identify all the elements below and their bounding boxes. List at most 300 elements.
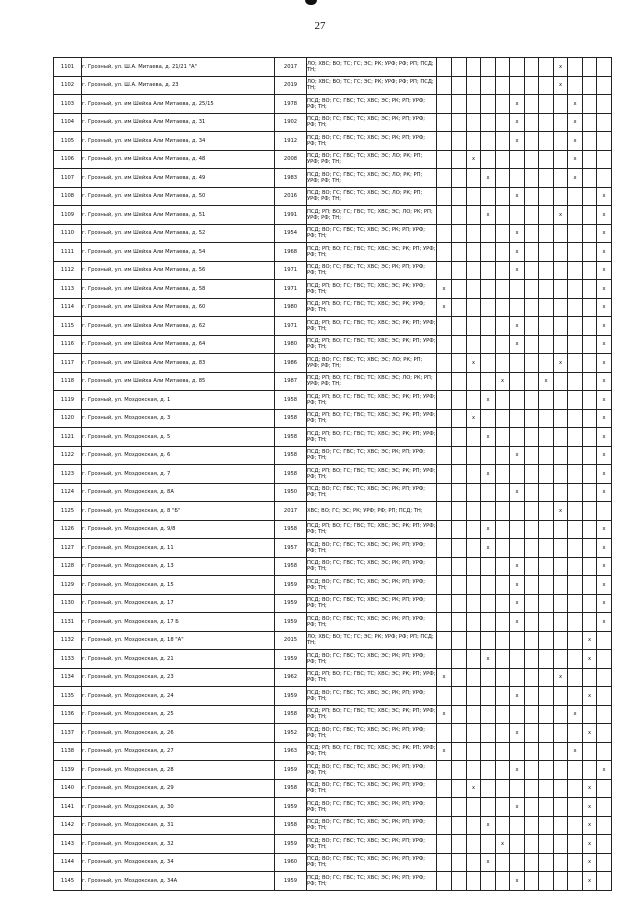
row-mark-cell — [554, 539, 568, 558]
row-mark-cell — [583, 428, 597, 447]
row-mark-cell — [481, 187, 496, 206]
row-mark-cell — [452, 687, 467, 706]
row-mark-cell — [437, 187, 452, 206]
row-mark-cell — [467, 243, 481, 262]
row-mark-cell — [525, 132, 539, 151]
table-row — [54, 761, 612, 780]
row-mark-cell — [568, 502, 583, 521]
row-mark-cell — [554, 705, 568, 724]
row-mark-cell: x — [583, 687, 597, 706]
row-mark-cell — [437, 465, 452, 484]
row-mark-cell — [554, 613, 568, 632]
row-mark-cell — [467, 798, 481, 817]
row-address: г. Грозный, ул. им Шейха Али Митаева, д. 51 — [82, 206, 275, 225]
row-mark-cell — [525, 853, 539, 872]
row-services: ПСД; ВО; ГС; ГВС; ТС; ХВС; ЭС; РК; РП; УРФ; РФ; ТН; — [307, 261, 437, 280]
row-year: 1959 — [275, 613, 307, 632]
row-number: 1135 — [54, 687, 82, 706]
row-mark-cell — [554, 798, 568, 817]
row-mark-cell — [525, 224, 539, 243]
row-mark-cell — [437, 76, 452, 95]
row-mark-cell — [496, 557, 510, 576]
row-mark-cell — [496, 576, 510, 595]
row-mark-cell — [554, 150, 568, 169]
row-mark-cell — [481, 557, 496, 576]
row-mark-cell — [539, 576, 554, 595]
row-mark-cell: x — [554, 206, 568, 225]
row-number: 1133 — [54, 650, 82, 669]
row-mark-cell: x — [597, 206, 612, 225]
row-mark-cell: x — [597, 557, 612, 576]
row-mark-cell — [481, 354, 496, 373]
row-address: г. Грозный, ул. Моздокская, д. 27 — [82, 742, 275, 761]
row-address: г. Грозный, ул. им Шейха Али Митаева, д. 48 — [82, 150, 275, 169]
row-address: г. Грозный, ул. Моздокская, д. 9/8 — [82, 520, 275, 539]
row-mark-cell: x — [510, 687, 525, 706]
row-address: г. Грозный, ул. им Шейха Али Митаева, д. 49 — [82, 169, 275, 188]
row-mark-cell — [510, 76, 525, 95]
row-mark-cell — [481, 261, 496, 280]
row-mark-cell — [539, 687, 554, 706]
row-mark-cell — [539, 224, 554, 243]
row-mark-cell — [467, 853, 481, 872]
row-mark-cell — [510, 705, 525, 724]
row-services: ПСД; ВО; ГС; ГВС; ТС; ХВС; ЭС; РК; РП; УРФ; РФ; ТН; — [307, 853, 437, 872]
row-mark-cell — [568, 724, 583, 743]
row-mark-cell — [437, 557, 452, 576]
row-address: г. Грозный, ул. Моздокская, д. 3 — [82, 409, 275, 428]
row-year: 1959 — [275, 650, 307, 669]
row-number: 1112 — [54, 261, 82, 280]
row-mark-cell — [437, 816, 452, 835]
row-mark-cell — [496, 779, 510, 798]
row-mark-cell — [452, 557, 467, 576]
row-services: ПСД; ВО; ГС; ГВС; ТС; ХВС; ЭС; РК; РП; УРФ; РФ; ТН; — [307, 132, 437, 151]
row-mark-cell — [583, 520, 597, 539]
row-mark-cell — [437, 224, 452, 243]
row-mark-cell — [481, 372, 496, 391]
row-number: 1132 — [54, 631, 82, 650]
row-mark-cell: x — [467, 409, 481, 428]
row-mark-cell — [481, 224, 496, 243]
row-year: 2017 — [275, 58, 307, 77]
row-mark-cell — [481, 113, 496, 132]
row-number: 1145 — [54, 872, 82, 891]
row-mark-cell — [525, 742, 539, 761]
row-mark-cell — [467, 95, 481, 114]
row-mark-cell — [510, 280, 525, 299]
row-mark-cell — [452, 206, 467, 225]
row-mark-cell: x — [510, 872, 525, 891]
row-address: г. Грозный, ул. им Шейха Али Митаева, д. 58 — [82, 280, 275, 299]
row-mark-cell: x — [437, 298, 452, 317]
row-mark-cell — [597, 779, 612, 798]
table-row — [54, 206, 612, 225]
row-address: г. Грозный, ул. Ш.А. Митаева, д. 23 — [82, 76, 275, 95]
row-mark-cell — [554, 631, 568, 650]
row-mark-cell — [568, 335, 583, 354]
row-mark-cell — [452, 409, 467, 428]
row-mark-cell — [583, 95, 597, 114]
row-number: 1136 — [54, 705, 82, 724]
row-mark-cell — [437, 428, 452, 447]
row-mark-cell — [539, 187, 554, 206]
row-address: г. Грозный, ул. Моздокская, д. 6 — [82, 446, 275, 465]
row-mark-cell — [539, 650, 554, 669]
row-mark-cell — [583, 76, 597, 95]
row-mark-cell — [437, 132, 452, 151]
row-number: 1109 — [54, 206, 82, 225]
row-mark-cell — [510, 428, 525, 447]
row-mark-cell — [452, 372, 467, 391]
row-mark-cell: x — [510, 261, 525, 280]
row-mark-cell — [437, 446, 452, 465]
row-address: г. Грозный, ул. Моздокская, д. 31 — [82, 816, 275, 835]
row-mark-cell — [437, 853, 452, 872]
row-mark-cell: x — [481, 539, 496, 558]
row-mark-cell — [481, 150, 496, 169]
row-mark-cell — [554, 650, 568, 669]
row-mark-cell — [583, 261, 597, 280]
row-number: 1116 — [54, 335, 82, 354]
row-mark-cell — [452, 298, 467, 317]
row-mark-cell — [467, 317, 481, 336]
row-number: 1111 — [54, 243, 82, 262]
table-row — [54, 169, 612, 188]
row-mark-cell: x — [583, 853, 597, 872]
table-row — [54, 113, 612, 132]
row-mark-cell — [525, 724, 539, 743]
row-year: 1959 — [275, 835, 307, 854]
row-mark-cell — [539, 391, 554, 410]
row-mark-cell — [467, 465, 481, 484]
row-mark-cell: x — [481, 520, 496, 539]
row-mark-cell — [539, 594, 554, 613]
table-row — [54, 58, 612, 77]
row-services: ПСД; РП; ВО; ГС; ГВС; ТС; ХВС; ЭС; РК; РП; УРФ; РФ; ТН; — [307, 409, 437, 428]
row-mark-cell: x — [510, 95, 525, 114]
row-mark-cell — [467, 650, 481, 669]
row-mark-cell: x — [510, 113, 525, 132]
row-mark-cell — [568, 243, 583, 262]
table-row — [54, 557, 612, 576]
row-mark-cell: x — [467, 150, 481, 169]
row-year: 1958 — [275, 465, 307, 484]
row-mark-cell — [437, 687, 452, 706]
row-mark-cell — [583, 409, 597, 428]
row-mark-cell — [481, 280, 496, 299]
table-body — [54, 58, 612, 891]
row-mark-cell — [437, 150, 452, 169]
row-mark-cell — [467, 742, 481, 761]
row-mark-cell — [467, 557, 481, 576]
row-mark-cell — [481, 724, 496, 743]
row-mark-cell — [525, 835, 539, 854]
row-mark-cell — [496, 483, 510, 502]
row-mark-cell: x — [583, 798, 597, 817]
row-mark-cell — [539, 557, 554, 576]
row-mark-cell — [496, 243, 510, 262]
row-mark-cell — [496, 613, 510, 632]
row-mark-cell — [539, 483, 554, 502]
row-mark-cell: x — [597, 243, 612, 262]
row-mark-cell — [568, 224, 583, 243]
row-mark-cell — [452, 779, 467, 798]
scan-mark — [305, 0, 317, 5]
table-row — [54, 428, 612, 447]
row-number: 1126 — [54, 520, 82, 539]
row-mark-cell — [437, 206, 452, 225]
row-mark-cell — [437, 483, 452, 502]
row-mark-cell — [525, 280, 539, 299]
row-mark-cell — [583, 132, 597, 151]
row-number: 1120 — [54, 409, 82, 428]
row-year: 1971 — [275, 280, 307, 299]
row-mark-cell — [496, 95, 510, 114]
row-mark-cell: x — [481, 465, 496, 484]
row-mark-cell: x — [597, 354, 612, 373]
row-mark-cell: x — [481, 816, 496, 835]
row-mark-cell — [481, 76, 496, 95]
row-mark-cell — [554, 243, 568, 262]
row-mark-cell — [452, 243, 467, 262]
row-mark-cell: x — [568, 113, 583, 132]
row-mark-cell — [539, 798, 554, 817]
row-mark-cell — [539, 446, 554, 465]
row-mark-cell — [452, 668, 467, 687]
row-mark-cell — [554, 594, 568, 613]
row-mark-cell — [583, 761, 597, 780]
row-services: ПСД; ВО; ГС; ГВС; ТС; ХВС; ЭС; ЛО; РК; РП; УРФ; РФ; ТН; — [307, 187, 437, 206]
row-year: 1958 — [275, 557, 307, 576]
row-mark-cell — [496, 76, 510, 95]
row-year: 1980 — [275, 298, 307, 317]
row-mark-cell: x — [597, 539, 612, 558]
row-mark-cell — [467, 335, 481, 354]
row-number: 1114 — [54, 298, 82, 317]
row-mark-cell — [525, 150, 539, 169]
row-mark-cell — [583, 187, 597, 206]
row-number: 1128 — [54, 557, 82, 576]
row-mark-cell — [525, 798, 539, 817]
table-row — [54, 76, 612, 95]
row-mark-cell — [597, 58, 612, 77]
row-mark-cell — [597, 76, 612, 95]
row-services: ПСД; РП; ВО; ГС; ГВС; ТС; ХВС; ЭС; РК; РП; УРФ; РФ; ТН; — [307, 391, 437, 410]
row-mark-cell — [496, 58, 510, 77]
row-mark-cell: x — [597, 465, 612, 484]
row-mark-cell — [583, 335, 597, 354]
row-mark-cell: x — [510, 613, 525, 632]
row-mark-cell — [554, 779, 568, 798]
row-mark-cell: x — [510, 335, 525, 354]
row-address: г. Грозный, ул. им Шейха Али Митаева, д. 56 — [82, 261, 275, 280]
row-mark-cell: x — [568, 150, 583, 169]
row-mark-cell — [437, 243, 452, 262]
row-mark-cell — [437, 594, 452, 613]
row-mark-cell — [554, 298, 568, 317]
row-mark-cell — [510, 354, 525, 373]
row-number: 1131 — [54, 613, 82, 632]
row-mark-cell — [554, 132, 568, 151]
row-mark-cell — [467, 539, 481, 558]
table-row — [54, 668, 612, 687]
row-mark-cell — [481, 132, 496, 151]
row-mark-cell — [525, 298, 539, 317]
row-mark-cell: x — [597, 576, 612, 595]
row-mark-cell — [496, 354, 510, 373]
row-mark-cell — [496, 113, 510, 132]
row-mark-cell — [437, 335, 452, 354]
row-mark-cell — [539, 280, 554, 299]
row-address: г. Грозный, ул. им Шейха Али Митаева, д. 54 — [82, 243, 275, 262]
row-mark-cell — [481, 335, 496, 354]
row-mark-cell — [597, 705, 612, 724]
row-mark-cell: x — [437, 705, 452, 724]
row-mark-cell: x — [510, 576, 525, 595]
row-address: г. Грозный, ул. Моздокская, д. 26 — [82, 724, 275, 743]
row-number: 1144 — [54, 853, 82, 872]
row-number: 1125 — [54, 502, 82, 521]
row-mark-cell — [568, 261, 583, 280]
row-mark-cell — [481, 687, 496, 706]
row-mark-cell — [496, 317, 510, 336]
row-mark-cell — [467, 502, 481, 521]
row-mark-cell — [597, 668, 612, 687]
row-mark-cell: x — [597, 391, 612, 410]
row-mark-cell — [583, 594, 597, 613]
row-mark-cell — [597, 169, 612, 188]
row-mark-cell — [510, 650, 525, 669]
table-row — [54, 594, 612, 613]
row-mark-cell — [568, 650, 583, 669]
row-mark-cell — [597, 872, 612, 891]
row-number: 1127 — [54, 539, 82, 558]
row-mark-cell — [481, 502, 496, 521]
row-mark-cell — [452, 853, 467, 872]
row-mark-cell — [467, 391, 481, 410]
table-row — [54, 872, 612, 891]
row-mark-cell — [481, 779, 496, 798]
row-mark-cell — [467, 576, 481, 595]
row-mark-cell: x — [554, 58, 568, 77]
row-mark-cell — [481, 594, 496, 613]
row-services: ПСД; ВО; ГС; ГВС; ТС; ХВС; ЭС; РК; РП; УРФ; РФ; ТН; — [307, 798, 437, 817]
row-number: 1137 — [54, 724, 82, 743]
row-mark-cell — [583, 113, 597, 132]
row-mark-cell — [539, 113, 554, 132]
table-row — [54, 650, 612, 669]
row-mark-cell — [437, 779, 452, 798]
row-mark-cell — [597, 724, 612, 743]
table-row — [54, 391, 612, 410]
row-services: ПСД; ВО; ГС; ГВС; ТС; ХВС; ЭС; РК; РП; УРФ; РФ; ТН; — [307, 113, 437, 132]
row-number: 1105 — [54, 132, 82, 151]
row-mark-cell — [539, 243, 554, 262]
row-mark-cell — [539, 150, 554, 169]
row-services: ПСД; РП; ВО; ГС; ГВС; ТС; ХВС; ЭС; РК; УРФ; РФ; ТН; — [307, 298, 437, 317]
row-mark-cell — [437, 631, 452, 650]
row-services: ПСД; ВО; ГС; ГВС; ТС; ХВС; ЭС; РК; РП; УРФ; РФ; ТН; — [307, 594, 437, 613]
row-mark-cell — [539, 761, 554, 780]
row-mark-cell — [437, 576, 452, 595]
row-number: 1102 — [54, 76, 82, 95]
row-mark-cell — [510, 169, 525, 188]
row-mark-cell — [467, 132, 481, 151]
row-mark-cell — [525, 465, 539, 484]
row-mark-cell — [452, 58, 467, 77]
row-year: 1952 — [275, 724, 307, 743]
row-number: 1141 — [54, 798, 82, 817]
row-mark-cell — [539, 409, 554, 428]
row-mark-cell — [437, 798, 452, 817]
table-row — [54, 687, 612, 706]
row-mark-cell — [568, 613, 583, 632]
row-mark-cell — [452, 280, 467, 299]
row-mark-cell — [452, 391, 467, 410]
row-mark-cell: x — [554, 354, 568, 373]
row-mark-cell — [525, 409, 539, 428]
row-mark-cell — [452, 502, 467, 521]
row-mark-cell — [437, 113, 452, 132]
row-mark-cell — [554, 391, 568, 410]
row-mark-cell — [452, 613, 467, 632]
row-mark-cell — [496, 742, 510, 761]
row-address: г. Грозный, ул. им Шейха Али Митаева, д. 64 — [82, 335, 275, 354]
row-number: 1108 — [54, 187, 82, 206]
row-mark-cell: x — [597, 428, 612, 447]
row-mark-cell — [437, 317, 452, 336]
row-mark-cell — [452, 520, 467, 539]
row-year: 1986 — [275, 354, 307, 373]
row-mark-cell — [539, 779, 554, 798]
row-mark-cell — [583, 150, 597, 169]
row-mark-cell — [554, 465, 568, 484]
row-mark-cell — [525, 687, 539, 706]
row-mark-cell — [496, 668, 510, 687]
row-address: г. Грозный, ул. им Шейха Али Митаева, д. 83 — [82, 354, 275, 373]
row-mark-cell — [539, 705, 554, 724]
row-services: ХВС; ВО; ГС; ЭС; РК; УРФ; РФ; РП; ПСД; ТН; — [307, 502, 437, 521]
row-mark-cell: x — [597, 613, 612, 632]
row-mark-cell — [539, 853, 554, 872]
row-mark-cell — [452, 816, 467, 835]
row-mark-cell — [481, 613, 496, 632]
row-mark-cell — [525, 372, 539, 391]
row-mark-cell — [539, 539, 554, 558]
row-mark-cell — [568, 687, 583, 706]
row-mark-cell — [539, 428, 554, 447]
row-mark-cell — [525, 502, 539, 521]
row-mark-cell — [568, 58, 583, 77]
row-mark-cell — [554, 317, 568, 336]
row-mark-cell — [481, 58, 496, 77]
row-services: ПСД; ВО; ГС; ГВС; ТС; ХВС; ЭС; РК; РП; УРФ; РФ; ТН; — [307, 224, 437, 243]
row-mark-cell — [568, 354, 583, 373]
row-mark-cell — [554, 224, 568, 243]
row-mark-cell — [481, 317, 496, 336]
row-address: г. Грозный, ул. Моздокская, д. 25 — [82, 705, 275, 724]
row-mark-cell — [452, 594, 467, 613]
row-mark-cell — [539, 132, 554, 151]
row-services: ПСД; РП; ВО; ГС; ГВС; ТС; ХВС; ЭС; РК; РП; УРФ; РФ; ТН; — [307, 520, 437, 539]
row-mark-cell — [539, 724, 554, 743]
row-mark-cell: x — [583, 650, 597, 669]
row-number: 1124 — [54, 483, 82, 502]
row-mark-cell — [525, 520, 539, 539]
row-mark-cell — [481, 742, 496, 761]
row-mark-cell — [539, 502, 554, 521]
